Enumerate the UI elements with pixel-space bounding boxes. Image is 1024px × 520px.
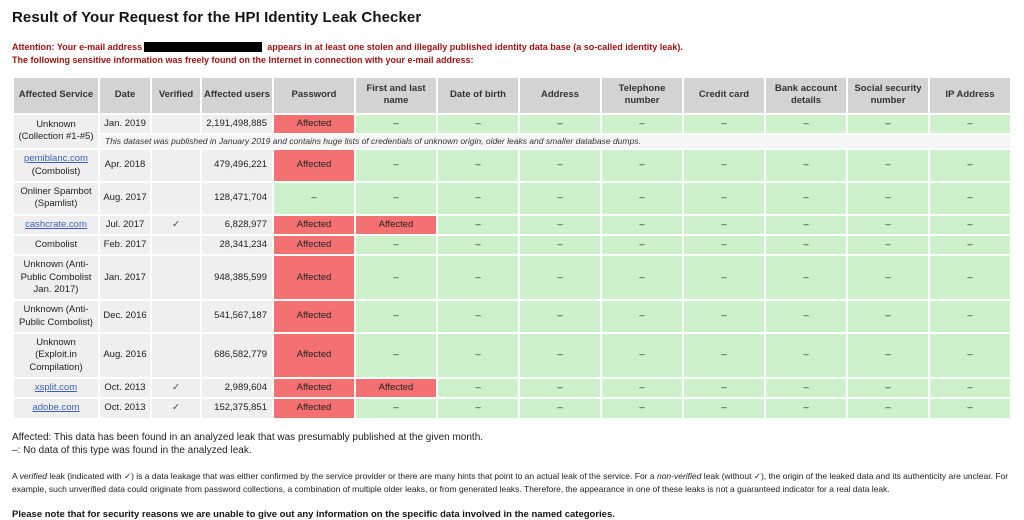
column-header: First and last name [356, 78, 436, 113]
affected-users-cell: 479,496,221 [202, 150, 272, 181]
status-cell: – [766, 183, 846, 214]
date-cell: Jul. 2017 [100, 216, 150, 234]
status-cell: – [684, 216, 764, 234]
status-cell: Affected [274, 256, 354, 299]
date-cell: Oct. 2013 [100, 399, 150, 417]
table-row [14, 301, 1010, 332]
column-header: Date [100, 78, 150, 113]
status-cell: – [520, 216, 600, 234]
affected-users-cell: 2,191,498,885 [202, 115, 272, 133]
status-cell: – [766, 301, 846, 332]
affected-users-cell: 128,471,704 [202, 183, 272, 214]
column-header: Credit card [684, 78, 764, 113]
checkmark-icon: ✓ [172, 218, 180, 230]
status-cell: – [520, 115, 600, 133]
status-cell: – [520, 236, 600, 254]
service-cell [14, 216, 98, 234]
table-row [14, 183, 1010, 214]
verified-cell [152, 301, 200, 332]
legend-dash: –: No data of this type was found in the analyzed leak. [12, 445, 252, 457]
verified-note-emphasis: verified [19, 470, 47, 481]
date-cell: Oct. 2013 [100, 379, 150, 397]
status-cell: – [848, 183, 928, 214]
verified-cell [152, 236, 200, 254]
warning-suffix: appears in at least one stolen and illegally published identity data base (a so-called identity leak). [267, 42, 683, 52]
status-cell: Affected [356, 379, 436, 397]
status-cell: – [602, 183, 682, 214]
service-link[interactable]: xsplit.com [34, 381, 78, 393]
status-cell: – [602, 301, 682, 332]
status-cell: – [766, 379, 846, 397]
status-cell: Affected [274, 334, 354, 377]
service-link[interactable]: adobe.com [32, 402, 80, 414]
checkmark-icon: ✓ [172, 381, 180, 393]
date-cell: Aug. 2017 [100, 183, 150, 214]
status-cell: – [930, 334, 1010, 377]
column-header: Affected users [202, 78, 272, 113]
column-header: Social security number [848, 78, 928, 113]
warning-line-1 [12, 41, 1012, 54]
status-cell: – [356, 150, 436, 181]
status-cell: – [684, 150, 764, 181]
status-cell: – [766, 256, 846, 299]
status-cell: Affected [274, 399, 354, 417]
status-cell: – [930, 183, 1010, 214]
status-cell: – [520, 301, 600, 332]
leak-table-body [14, 115, 1010, 418]
column-header: Date of birth [438, 78, 518, 113]
page-title: Result of Your Request for the HPI Identity Leak Checker [12, 9, 422, 26]
warning-prefix: Attention: Your e-mail address [12, 42, 143, 52]
status-cell: – [602, 399, 682, 417]
table-row [14, 399, 1010, 417]
table-row [14, 150, 1010, 181]
table-row [14, 379, 1010, 397]
status-cell: – [520, 334, 600, 377]
status-cell: – [356, 236, 436, 254]
column-header: Bank account details [766, 78, 846, 113]
status-cell: Affected [274, 236, 354, 254]
dataset-note-row [14, 135, 1010, 148]
status-cell: – [356, 256, 436, 299]
status-cell: – [602, 256, 682, 299]
verified-cell [152, 150, 200, 181]
status-cell: – [930, 150, 1010, 181]
legend [12, 431, 1012, 458]
status-cell: – [848, 256, 928, 299]
date-cell: Dec. 2016 [100, 301, 150, 332]
table-row [14, 334, 1010, 377]
verified-cell [152, 334, 200, 377]
status-cell: – [356, 301, 436, 332]
table-row [14, 236, 1010, 254]
affected-users-cell: 6,828,977 [202, 216, 272, 234]
status-cell: – [848, 399, 928, 417]
date-cell: Jan. 2019 [100, 115, 150, 133]
status-cell: – [930, 236, 1010, 254]
service-link[interactable]: cashcrate.com [25, 218, 87, 230]
status-cell: – [766, 334, 846, 377]
status-cell: – [520, 150, 600, 181]
service-sub-label: (Combolist) [31, 165, 81, 177]
service-cell: Unknown (Anti-Public Combolist) [14, 301, 98, 332]
checkmark-icon: ✓ [172, 402, 180, 414]
column-header: Affected Service [14, 78, 98, 113]
status-cell: Affected [274, 115, 354, 133]
service-cell: Unknown (Anti-Public Combolist Jan. 2017) [14, 256, 98, 299]
verified-cell [152, 399, 200, 417]
status-cell: – [602, 236, 682, 254]
status-cell: Affected [356, 216, 436, 234]
status-cell: – [520, 379, 600, 397]
status-cell: – [684, 236, 764, 254]
status-cell: – [766, 236, 846, 254]
dataset-note: This dataset was published in January 2019 and contains huge lists of credentials of unknown origin, older leaks and smaller database dumps. [100, 135, 1010, 148]
status-cell: – [602, 115, 682, 133]
status-cell: – [684, 379, 764, 397]
column-header: IP Address [930, 78, 1010, 113]
status-cell: – [848, 150, 928, 181]
verified-cell [152, 183, 200, 214]
status-cell: Affected [274, 150, 354, 181]
verified-note-text: A [12, 470, 20, 481]
status-cell: – [684, 334, 764, 377]
status-cell: – [684, 183, 764, 214]
status-cell: – [766, 216, 846, 234]
status-cell: – [602, 216, 682, 234]
status-cell: – [520, 183, 600, 214]
service-cell [14, 379, 98, 397]
affected-users-cell: 2,989,604 [202, 379, 272, 397]
status-cell: – [684, 256, 764, 299]
status-cell: – [356, 334, 436, 377]
status-cell: – [766, 399, 846, 417]
status-cell: – [438, 379, 518, 397]
status-cell: – [438, 183, 518, 214]
status-cell: – [930, 256, 1010, 299]
date-cell: Aug. 2016 [100, 334, 150, 377]
affected-users-cell: 28,341,234 [202, 236, 272, 254]
status-cell: – [930, 115, 1010, 133]
affected-users-cell: 541,567,187 [202, 301, 272, 332]
leak-table-head [14, 78, 1010, 113]
verified-cell [152, 115, 200, 133]
status-cell: – [684, 301, 764, 332]
status-cell: – [438, 399, 518, 417]
status-cell: – [356, 183, 436, 214]
status-cell: – [848, 236, 928, 254]
service-cell [14, 399, 98, 417]
status-cell: – [848, 301, 928, 332]
status-cell: – [438, 301, 518, 332]
date-cell: Apr. 2018 [100, 150, 150, 181]
status-cell: – [684, 115, 764, 133]
warning-line-2: The following sensitive information was freely found on the Internet in connection with your e-mail address: [12, 55, 474, 66]
status-cell: Affected [274, 379, 354, 397]
date-cell: Jan. 2017 [100, 256, 150, 299]
verified-note-text: leak (without ✓), the origin of the leaked data and its authenticity are unclear. For example, such unverified data could originate from password collections, a combination of multiple older leaks, or from generated leaks. Therefore, the appearance in one of these leaks is not a guaranteed indicator for a real data leak. [12, 470, 1009, 495]
date-cell: Feb. 2017 [100, 236, 150, 254]
column-header: Telephone number [602, 78, 682, 113]
status-cell: – [602, 379, 682, 397]
status-cell: – [684, 399, 764, 417]
leak-table [12, 76, 1012, 420]
status-cell: – [766, 150, 846, 181]
security-note: Please note that for security reasons we are unable to give out any information on the specific data involved in the named categories. [12, 508, 615, 520]
column-header: Verified [152, 78, 200, 113]
status-cell: – [766, 115, 846, 133]
status-cell: – [438, 256, 518, 299]
status-cell: – [520, 256, 600, 299]
table-row [14, 216, 1010, 234]
warning-text [12, 41, 1012, 67]
redacted-email [144, 42, 262, 52]
service-cell: Combolist [14, 236, 98, 254]
status-cell: – [274, 183, 354, 214]
status-cell: – [930, 301, 1010, 332]
status-cell: – [848, 115, 928, 133]
column-header: Address [520, 78, 600, 113]
status-cell: – [848, 334, 928, 377]
affected-users-cell: 686,582,779 [202, 334, 272, 377]
status-cell: – [438, 115, 518, 133]
status-cell: – [438, 236, 518, 254]
verified-cell [152, 256, 200, 299]
legend-affected: Affected: This data has been found in an analyzed leak that was presumably published at the given month. [12, 431, 484, 443]
status-cell: – [848, 216, 928, 234]
service-link[interactable]: pemiblanc.com [24, 153, 88, 165]
status-cell: – [930, 399, 1010, 417]
table-row [14, 115, 1010, 133]
verified-note-text: leak (indicated with ✓) is a data leakage that was either confirmed by the service provider or there are many hints that point to an actual leak of the service. For a [46, 470, 657, 481]
status-cell: – [356, 399, 436, 417]
service-cell [14, 150, 98, 181]
status-cell: – [602, 334, 682, 377]
affected-users-cell: 152,375,851 [202, 399, 272, 417]
status-cell: – [520, 399, 600, 417]
affected-users-cell: 948,385,599 [202, 256, 272, 299]
verified-note [12, 470, 1016, 497]
status-cell: – [438, 150, 518, 181]
table-row [14, 256, 1010, 299]
status-cell: – [356, 115, 436, 133]
status-cell: – [438, 216, 518, 234]
status-cell: – [438, 334, 518, 377]
service-cell: Onliner Spambot (Spamlist) [14, 183, 98, 214]
status-cell: – [930, 379, 1010, 397]
verified-cell [152, 216, 200, 234]
status-cell: – [602, 150, 682, 181]
verified-note-emphasis: non-verified [656, 470, 702, 481]
column-header: Password [274, 78, 354, 113]
service-cell: Unknown (Exploit.in Compilation) [14, 334, 98, 377]
service-cell: Unknown (Collection #1-#5) [14, 115, 98, 148]
status-cell: Affected [274, 301, 354, 332]
status-cell: – [848, 379, 928, 397]
verified-cell [152, 379, 200, 397]
status-cell: – [930, 216, 1010, 234]
status-cell: Affected [274, 216, 354, 234]
